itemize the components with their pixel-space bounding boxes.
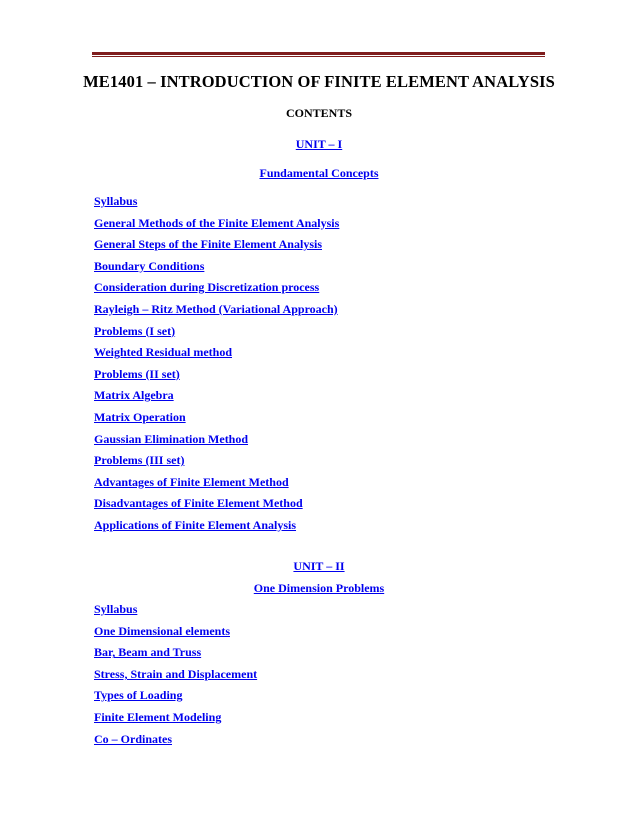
list-item — [94, 450, 339, 472]
list-item — [94, 599, 257, 621]
document-title: ME1401 – INTRODUCTION OF FINITE ELEMENT ANALYSIS — [83, 72, 555, 91]
toc-link[interactable]: Disadvantages of Finite Element Method — [94, 496, 303, 511]
list-item — [94, 707, 257, 729]
list-item — [94, 342, 339, 364]
unit-1-subheading-link[interactable]: Fundamental Concepts — [259, 166, 379, 180]
list-item — [94, 515, 339, 537]
unit-2-subheading-link[interactable]: One Dimension Problems — [253, 581, 385, 595]
toc-link[interactable]: General Methods of the Finite Element Analysis — [94, 215, 340, 230]
toc-link[interactable]: Matrix Operation — [94, 409, 186, 424]
toc-link[interactable]: Rayleigh – Ritz Method (Variational Approach) — [94, 301, 338, 316]
toc-link[interactable]: Gaussian Elimination Method — [94, 431, 249, 446]
list-item — [94, 642, 257, 664]
list-item — [94, 321, 339, 343]
list-item — [94, 621, 257, 643]
list-item — [94, 213, 339, 235]
list-item — [94, 256, 339, 278]
contents-heading: CONTENTS — [285, 106, 353, 120]
toc-link[interactable]: Problems (II set) — [94, 366, 180, 381]
unit-2-heading-link[interactable]: UNIT – II — [293, 559, 345, 573]
list-item — [94, 685, 257, 707]
toc-link[interactable]: Consideration during Discretization process — [94, 280, 320, 295]
toc-link[interactable]: Matrix Algebra — [94, 388, 174, 403]
toc-link[interactable]: Applications of Finite Element Analysis — [94, 517, 297, 532]
toc-link[interactable]: Co – Ordinates — [94, 731, 172, 746]
list-item — [94, 234, 339, 256]
list-item — [94, 364, 339, 386]
toc-link[interactable]: Finite Element Modeling — [94, 709, 222, 724]
unit-1-heading-link[interactable]: UNIT – I — [295, 137, 343, 151]
toc-link[interactable]: Syllabus — [94, 602, 138, 616]
unit-1-toc-list — [94, 191, 339, 537]
list-item — [94, 299, 339, 321]
list-item — [94, 493, 339, 515]
list-item — [94, 429, 339, 451]
list-item — [94, 407, 339, 429]
toc-link[interactable]: Weighted Residual method — [94, 345, 233, 360]
toc-link[interactable]: One Dimensional elements — [94, 623, 230, 638]
toc-link[interactable]: Boundary Conditions — [94, 258, 205, 273]
toc-link[interactable]: Problems (III set) — [94, 453, 185, 468]
unit-2-toc-list — [94, 599, 257, 750]
toc-link[interactable]: Bar, Beam and Truss — [94, 645, 202, 660]
toc-link[interactable]: Stress, Strain and Displacement — [94, 666, 258, 681]
list-item — [94, 191, 339, 213]
toc-link[interactable]: Problems (I set) — [94, 323, 176, 338]
list-item — [94, 472, 339, 494]
list-item — [94, 664, 257, 686]
toc-link[interactable]: Advantages of Finite Element Method — [94, 474, 289, 489]
list-item — [94, 385, 339, 407]
header-rule-thick — [92, 52, 545, 55]
list-item — [94, 277, 339, 299]
toc-link[interactable]: General Steps of the Finite Element Analysis — [94, 237, 322, 252]
toc-link[interactable]: Syllabus — [94, 194, 138, 208]
toc-link[interactable]: Types of Loading — [94, 688, 183, 703]
header-rule-thin — [92, 56, 545, 57]
list-item — [94, 729, 257, 751]
